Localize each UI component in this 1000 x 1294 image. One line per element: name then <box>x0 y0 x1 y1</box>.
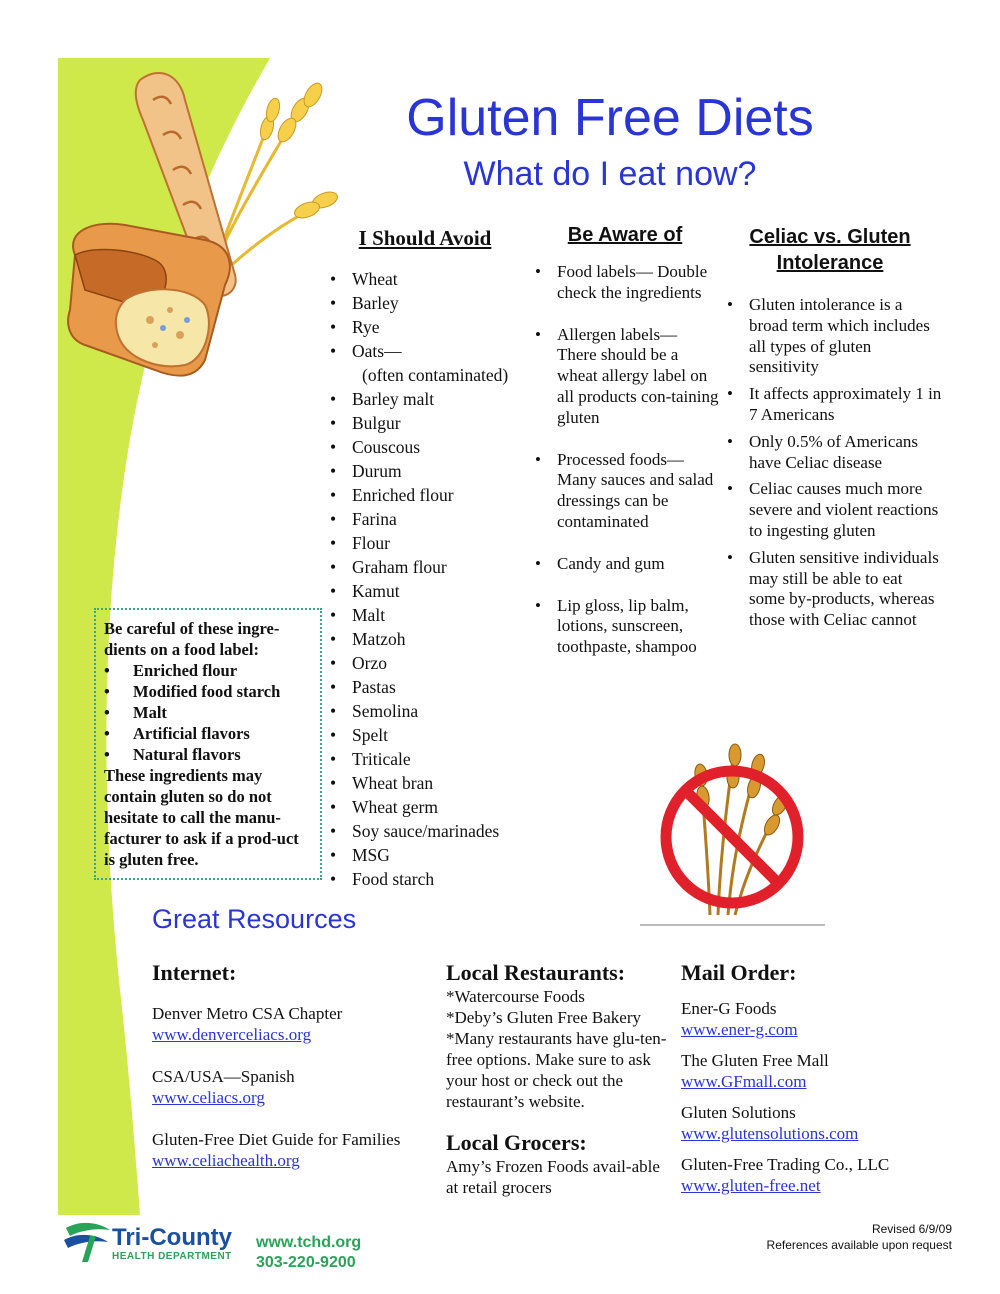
list-item: • Allergen labels— There should be a wheat allergy label on all products con-taining gluten <box>535 325 720 429</box>
list-item: • Matzoh <box>330 627 530 651</box>
list-item: • It affects approximately 1 in 7 Americans <box>727 384 942 426</box>
list-item: • Couscous <box>330 435 530 459</box>
resource-name: CSA/USA—Spanish <box>152 1067 295 1086</box>
footer-phone: 303-220-9200 <box>256 1254 356 1271</box>
bread-wheat-illustration <box>55 60 345 390</box>
list-item: • Candy and gum <box>535 554 720 575</box>
mailorder-heading: Mail Order: <box>681 960 797 985</box>
oats-note: (often contaminated) <box>362 365 509 385</box>
list-item: • Semolina <box>330 699 530 723</box>
caution-intro: Be careful of these ingre-dients on a food label: <box>104 619 280 659</box>
list-item: • Malt <box>330 603 530 627</box>
restaurant-line: *Many restaurants have glu-ten-free options. Make sure to ask your host or check out the restaurant’s website. <box>446 1029 667 1111</box>
restaurants-section <box>446 960 671 1198</box>
celiac-list <box>727 295 942 637</box>
resource-name: Denver Metro CSA Chapter <box>152 1004 343 1023</box>
list-item: • Flour <box>330 531 530 555</box>
list-item: • Pastas <box>330 675 530 699</box>
resource-link[interactable]: www.glutensolutions.com <box>681 1124 859 1143</box>
resource-link[interactable]: www.celiachealth.org <box>152 1151 300 1170</box>
resources-heading: Great Resources <box>152 904 357 934</box>
list-item: • Kamut <box>330 579 530 603</box>
list-item: • Celiac causes much more severe and violent reactions to ingesting gluten <box>727 479 942 541</box>
list-item: • Durum <box>330 459 530 483</box>
resource-link[interactable]: www.gluten-free.net <box>681 1176 821 1195</box>
page-subtitle: What do I eat now? <box>463 155 757 193</box>
resource-name: The Gluten Free Mall <box>681 1051 829 1070</box>
internet-heading: Internet: <box>152 960 237 985</box>
grocers-heading: Local Grocers: <box>446 1130 587 1155</box>
no-wheat-icon <box>640 725 830 930</box>
caution-outro: These ingredients may contain gluten so do not hesitate to call the manu-facturer to ask if a prod-uct is gluten free. <box>104 766 299 869</box>
resource-name: Ener-G Foods <box>681 999 777 1018</box>
caution-box <box>94 608 322 880</box>
avoid-list <box>330 267 530 891</box>
internet-section <box>152 960 442 1171</box>
logo-name: Tri-County <box>112 1224 232 1251</box>
list-item: • Enriched flour <box>330 483 530 507</box>
list-item: • Enriched flour <box>104 660 312 681</box>
page-title: Gluten Free Diets <box>406 89 814 147</box>
resource-link[interactable]: www.ener-g.com <box>681 1020 798 1039</box>
aware-list <box>535 262 720 679</box>
logo-text <box>112 1225 232 1262</box>
list-item: • Only 0.5% of Americans have Celiac disease <box>727 432 942 474</box>
list-item: • Farina <box>330 507 530 531</box>
footer-contact <box>256 1233 361 1273</box>
celiac-heading: Celiac vs. Gluten Intolerance <box>749 226 911 274</box>
logo-subtitle: HEALTH DEPARTMENT <box>112 1251 232 1262</box>
resource-name: Gluten-Free Trading Co., LLC <box>681 1155 890 1174</box>
list-item: • Barley malt <box>330 387 530 411</box>
list-item: • Rye <box>330 315 530 339</box>
list-item: • MSG <box>330 843 530 867</box>
list-item: • Bulgur <box>330 411 530 435</box>
list-item: • Gluten sensitive individuals may still be able to eat some by-products, whereas those with Celiac cannot <box>727 548 942 631</box>
list-item: • Artificial flavors <box>104 723 312 744</box>
list-item: • Natural flavors <box>104 744 312 765</box>
avoid-heading: I Should Avoid <box>358 226 492 250</box>
list-item: • Gluten intolerance is a broad term which includes all types of gluten sensitivity <box>727 295 942 378</box>
list-item: • Food labels— Double check the ingredients <box>535 262 720 304</box>
list-item: • Lip gloss, lip balm, lotions, sunscreen, toothpaste, shampoo <box>535 596 720 658</box>
footer-website[interactable]: www.tchd.org <box>256 1234 362 1251</box>
list-item-label: Oats— <box>352 341 402 361</box>
list-item <box>330 339 530 387</box>
resource-link[interactable]: www.GFmall.com <box>681 1072 807 1091</box>
tri-county-logo-icon <box>62 1218 114 1264</box>
list-item: • Modified food starch <box>104 681 312 702</box>
resource-name: Gluten Solutions <box>681 1103 796 1122</box>
list-item: • Orzo <box>330 651 530 675</box>
resource-name: Gluten-Free Diet Guide for Families <box>152 1130 401 1149</box>
restaurant-line: *Deby’s Gluten Free Bakery <box>446 1008 641 1027</box>
list-item: • Wheat germ <box>330 795 530 819</box>
list-item: • Barley <box>330 291 530 315</box>
resource-link[interactable]: www.celiacs.org <box>152 1088 265 1107</box>
list-item: • Graham flour <box>330 555 530 579</box>
list-item: • Triticale <box>330 747 530 771</box>
revised-date: Revised 6/9/09 <box>871 1222 952 1236</box>
footer-revision <box>767 1221 952 1253</box>
list-item: • Spelt <box>330 723 530 747</box>
list-item: • Malt <box>104 702 312 723</box>
restaurants-heading: Local Restaurants: <box>446 960 626 985</box>
references-note: References available upon request <box>766 1238 952 1252</box>
resource-link[interactable]: www.denverceliacs.org <box>152 1025 312 1044</box>
grocers-text: Amy’s Frozen Foods avail-able at retail grocers <box>446 1157 660 1197</box>
caution-list <box>104 660 312 765</box>
list-item: • Processed foods— Many sauces and salad dressings can be contaminated <box>535 450 720 533</box>
mailorder-section <box>681 960 951 1196</box>
list-item: • Soy sauce/marinades <box>330 819 530 843</box>
list-item: • Wheat <box>330 267 530 291</box>
aware-heading: Be Aware of <box>567 224 683 246</box>
list-item: • Food starch <box>330 867 530 891</box>
list-item: • Wheat bran <box>330 771 530 795</box>
restaurant-line: *Watercourse Foods <box>446 987 585 1006</box>
